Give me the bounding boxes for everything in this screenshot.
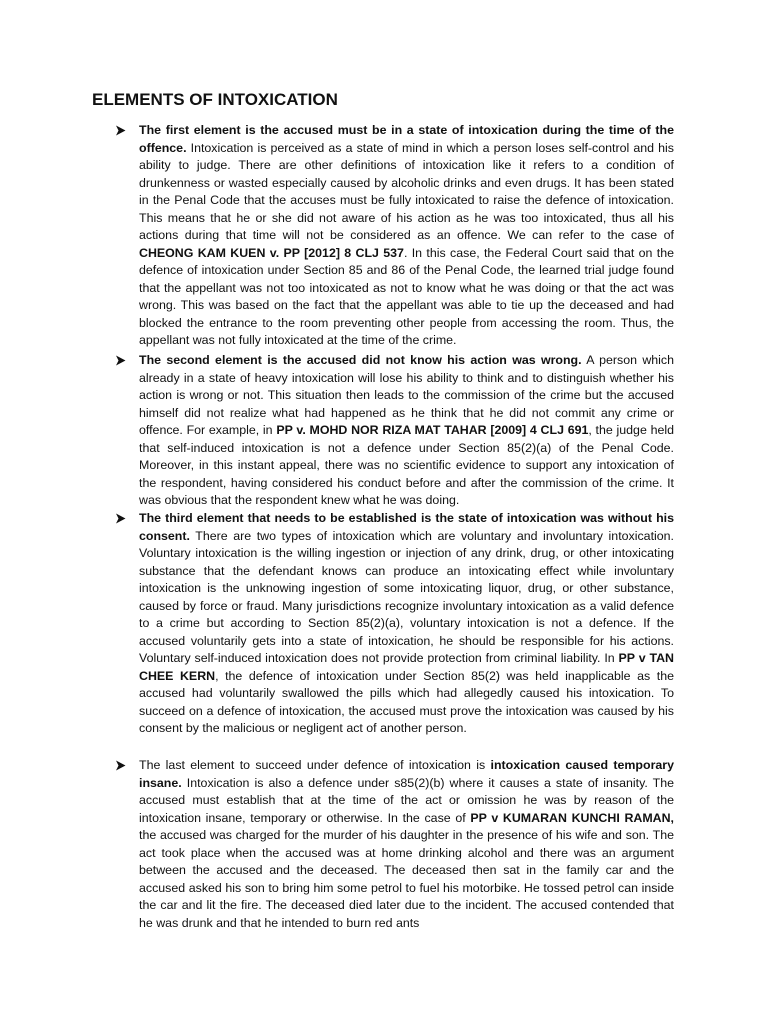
paragraph-body: , the defence of intoxication under Section 85(2) was held inapplicable as the accused had voluntarily swallowed the pills which had allegedly caused his intoxication. To succeed on a defence of intoxication, the accused must prove the intoxication was caused by his consent by the malicious or negligent act of another person. [139, 668, 674, 735]
paragraph-lead: The second element is the accused did not know his action was wrong. [139, 353, 582, 367]
paragraph-body: There are two types of intoxication which are voluntary and involuntary intoxication. Voluntary intoxication is the willing ingestion or injection of any drink, drug, or other intoxicating substance that the defendant knows can produce an intoxicating effect while involuntary intoxication is the unknowing ingestion of some intoxicating liquor, drug, or other substance, caused by force or fraud. Many jurisdictions recognize involuntary intoxication as a valid defence to a crime but according to Section 85(2)(a), voluntary intoxication is not a defence. If the accused voluntarily gets into a state of intoxication, he should be responsible for his actions. Voluntary self-induced intoxication does not provide protection from criminal liability. In [139, 528, 674, 665]
paragraph-body: A person which already in a state of heavy intoxication will lose his ability to think and to distinguish whether his action is wrong or not. This situation then leads to the commission of the crime but the accused himself did not realize what had happened as he think that he did not commit any crime or offence. For example, in [139, 353, 674, 437]
paragraph-text [139, 757, 674, 932]
case-citation: PP v KUMARAN KUNCHI RAMAN, [470, 810, 675, 825]
paragraph-lead: intoxication caused temporary insane. [139, 758, 674, 790]
paragraph-body: , the judge held that self-induced intoxication is not a defence under Section 85(2)(a) of the Penal Code. Moreover, in this instant appeal, there was no scientific evidence to support any intoxication of the respondent, having considered his conduct before and after the commission of the crime. It was obvious that the respondent knew what he was doing. [139, 423, 674, 507]
case-citation: PP v TAN CHEE KERN [139, 651, 674, 683]
paragraph-text [139, 352, 674, 510]
paragraph-intro: The last element to succeed under defence of intoxication is [139, 758, 491, 772]
paragraph-body: the accused was charged for the murder of his daughter in the presence of his wife and son. The act took place when the accused was at home drinking alcohol and there was an argument between the accused and the deceased. The deceased then sat in the family car and the accused asked his son to bring him some petrol to fuel his motorbike. He tossed petrol can inside the car and lit the fire. The deceased died later due to the incident. The accused contended that he was drunk and that he intended to burn red ants [139, 828, 674, 930]
paragraph-lead: The first element is the accused must be in a state of intoxication during the time of the offence. [139, 123, 674, 155]
arrowhead-bullet-icon [113, 510, 127, 528]
case-citation: CHEONG KAM KUEN v. PP [2012] 8 CLJ 537 [139, 245, 404, 260]
arrowhead-bullet-icon [113, 122, 127, 140]
paragraph-text [139, 510, 674, 738]
paragraph-body: . In this case, the Federal Court said that on the defence of intoxication under Section 85 and 86 of the Penal Code, the learned trial judge found that the appellant was not too intoxicated as not to know what he was doing or that the act was wrong. This was based on the fact that the appellant was able to tie up the deceased and had blocked the entrance to the room preventing other people from accessing the room. Thus, the appellant was not fully intoxicated at the time of the crime. [139, 245, 674, 347]
arrowhead-bullet-icon [113, 352, 127, 370]
paragraph-body: Intoxication is also a defence under s85(2)(b) where it causes a state of insanity. The accused must establish that at the time of the act or omission he was by reason of the intoxication insane, temporary or otherwise. In the case of [139, 775, 674, 825]
paragraph-text [139, 122, 674, 350]
case-citation: PP v. MOHD NOR RIZA MAT TAHAR [2009] 4 CLJ 691 [276, 423, 589, 437]
paragraph-body: Intoxication is perceived as a state of mind in which a person loses self-control and his ability to judge. There are other definitions of intoxication like it refers to a condition of drunkenness or wasted especially caused by alcoholic drinks and even drugs. It has been stated in the Penal Code that the accuses must be fully intoxicated to raise the defence of intoxication. This means that he or she did not aware of his action as he was too intoxicated, thus all his actions during that time will not be considered as an offence. We can refer to the case of [139, 140, 674, 242]
paragraph-lead: The third element that needs to be established is the state of intoxication was without his consent. [139, 511, 674, 543]
document-title: ELEMENTS OF INTOXICATION [92, 90, 338, 109]
arrowhead-bullet-icon [113, 757, 127, 775]
